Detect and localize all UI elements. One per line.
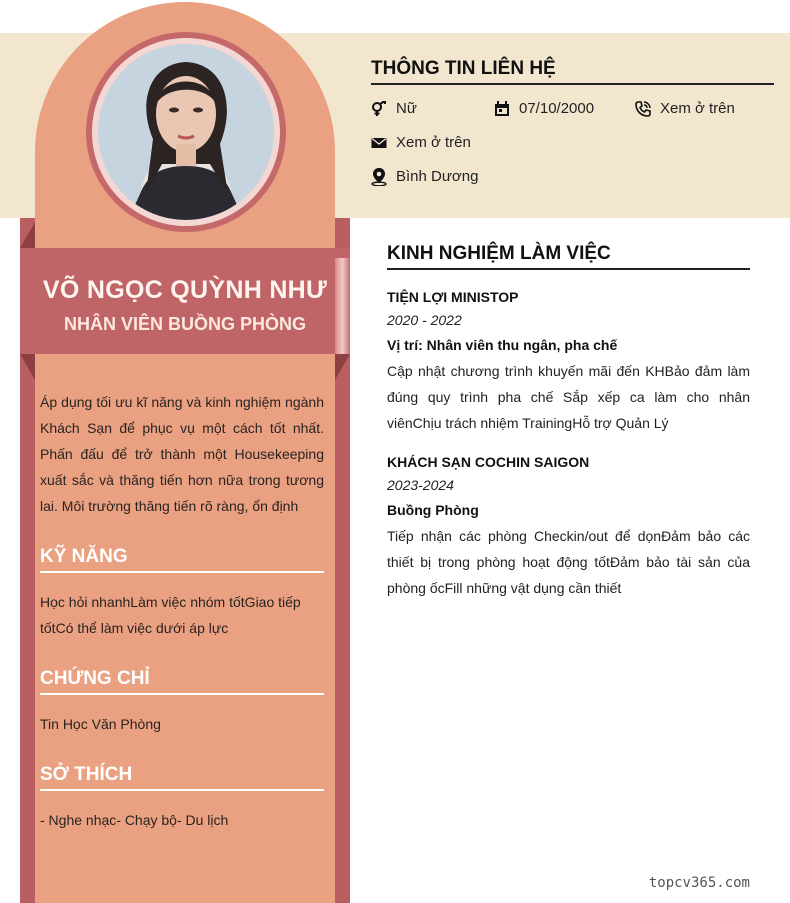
contact-address: [371, 168, 478, 185]
skills-heading: KỸ NĂNG: [40, 546, 324, 573]
envelope-icon: [371, 135, 387, 151]
contact-gender: [371, 100, 417, 117]
experience-heading: KINH NGHIỆM LÀM VIỆC: [387, 243, 750, 270]
contact-dob: [494, 100, 594, 117]
email-value: Xem ở trên: [396, 134, 471, 151]
job-title: NHÂN VIÊN BUỒNG PHÒNG: [63, 314, 306, 334]
certificates-heading: CHỨNG CHỈ: [40, 668, 324, 695]
banner-edge: [335, 258, 350, 354]
banner-fold-bottom-left: [20, 354, 35, 380]
job-2-role: Buồng Phòng: [387, 502, 479, 518]
banner-fold-top-left: [20, 222, 35, 248]
avatar: [98, 44, 274, 220]
certificates-text: Tin Học Văn Phòng: [40, 716, 161, 732]
contact-phone: [635, 100, 735, 117]
calendar-icon: [494, 101, 510, 117]
phone-icon: [635, 101, 651, 117]
phone-value: Xem ở trên: [660, 100, 735, 117]
gender-value: Nữ: [396, 100, 417, 117]
banner-fold-bottom-right: [335, 354, 350, 380]
hobbies-text: - Nghe nhạc- Chạy bộ- Du lịch: [40, 812, 229, 828]
address-value: Bình Dương: [396, 168, 479, 185]
job-1-company: TIỆN LỢI MINISTOP: [387, 289, 519, 305]
job-1-description: Cập nhật chương trình khuyến mãi đến KHBảo đảm làm đúng quy trình pha chế Sắp xếp ca làm cho nhân viênChịu trách nhiệm TrainingHỗ trợ Quản Lý: [387, 363, 750, 431]
dob-value: 07/10/2000: [519, 100, 595, 117]
location-pin-icon: [371, 169, 387, 185]
career-objective: Áp dụng tối ưu kĩ năng và kinh nghiệm ngành Khách Sạn để phục vụ một cách tốt nhất. Phấn đấu để trở thành một Housekeeping xuất sắc và thăng tiến hơn nữa trong tương lai. Môi trường thăng tiến rõ ràng, ổn định: [40, 394, 324, 514]
contact-heading: THÔNG TIN LIÊN HỆ: [371, 58, 774, 85]
skills-text: Học hỏi nhanhLàm việc nhóm tốtGiao tiếp tốtCó thể làm việc dưới áp lực: [40, 594, 301, 636]
footer-watermark: topcv365.com: [648, 875, 750, 891]
avatar-portrait-image: [98, 44, 274, 220]
job-2-years: 2023-2024: [387, 477, 454, 493]
job-1-years: 2020 - 2022: [387, 312, 462, 328]
contact-email: [371, 134, 471, 151]
job-2-description: Tiếp nhận các phòng Checkin/out để dọnĐảm bảo các thiết bị trong phòng hoạt động tốtĐảm bảo tài sản của phòng ốcFill những vật dụng cần thiết: [387, 528, 750, 596]
hobbies-heading: SỞ THÍCH: [40, 764, 324, 791]
candidate-name: VÕ NGỌC QUỲNH NHƯ: [42, 276, 328, 304]
job-2-company: KHÁCH SẠN COCHIN SAIGON: [387, 454, 590, 470]
job-1-role: Vị trí: Nhân viên thu ngân, pha chế: [387, 337, 618, 353]
gender-icon: [371, 101, 387, 117]
